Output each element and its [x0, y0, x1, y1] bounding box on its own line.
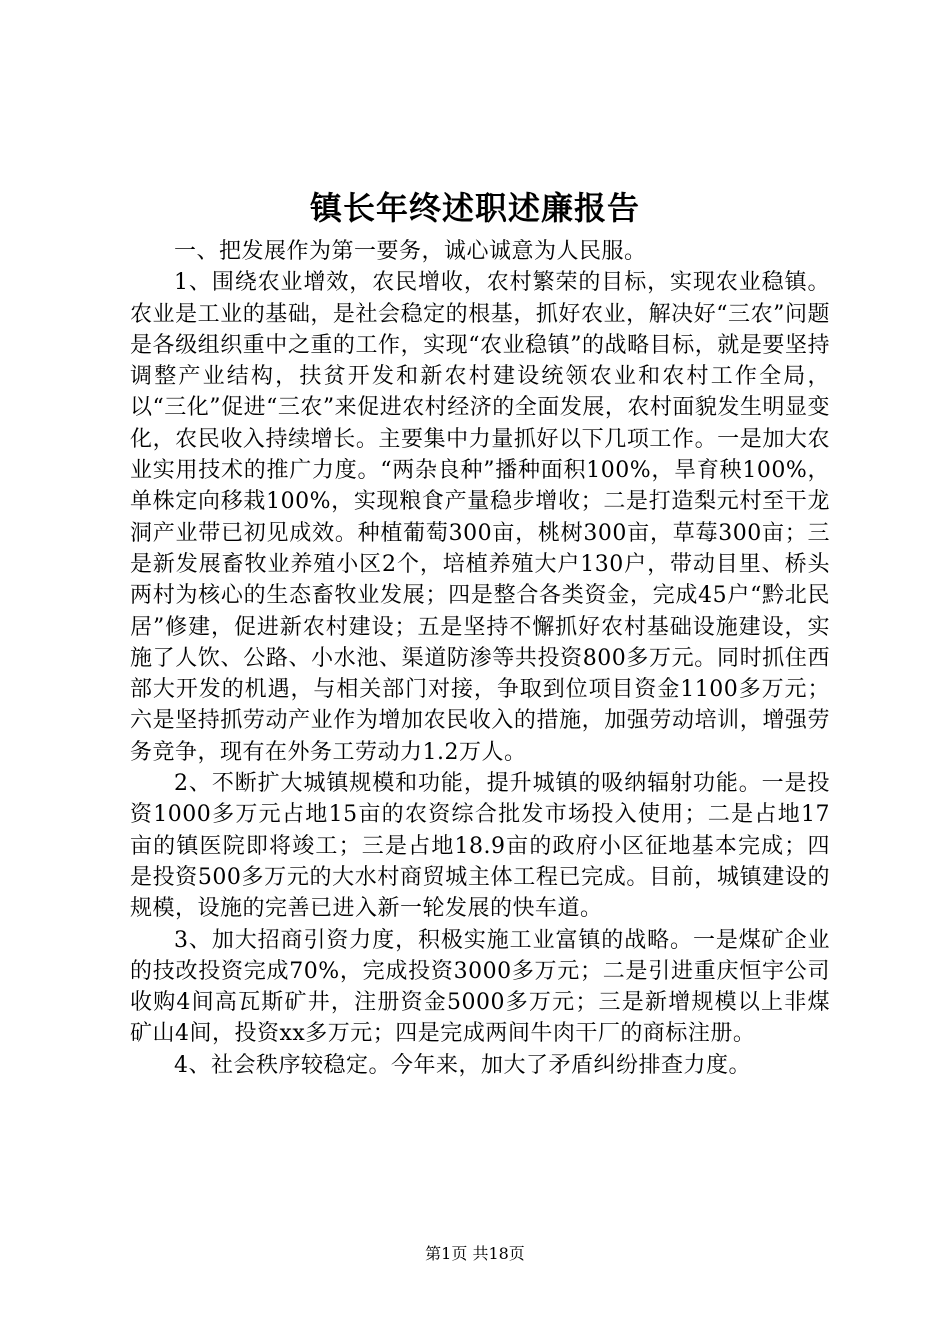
- paragraph-investment: 3、加大招商引资力度，积极实施工业富镇的战略。一是煤矿企业的技改投资完成70%，完成投资3000多万元；二是引进重庆恒宇公司收购4间高瓦斯矿井，注册资金5000多万元；三是新增规模以上非煤矿山4间，投资xx多万元；四是完成两间牛肉干厂的商标注册。: [130, 927, 830, 1047]
- paragraph-agriculture: 1、围绕农业增效，农民增收，农村繁荣的目标，实现农业稳镇。农业是工业的基础，是社会稳定的根基，抓好农业，解决好“三农”问题是各级组织重中之重的工作，实现“农业稳镇”的战略目标，就是要坚持调整产业结构，扶贫开发和新农村建设统领农业和农村工作全局，以“三化”促进“三农”来促进农村经济的全面发展，农村面貌发生明显变化，农民收入持续增长。主要集中力量抓好以下几项工作。一是加大农业实用技术的推广力度。“两杂良种”播种面积100%，旱育秧100%，单株定向移栽100%，实现粮食产量稳步增收；二是打造梨元村至干龙洞产业带已初见成效。种植葡萄300亩，桃树300亩，草莓300亩；三是新发展畜牧业养殖小区2个，培植养殖大户130户，带动目里、桥头两村为核心的生态畜牧业发展；四是整合各类资金，完成45户“黔北民居”修建，促进新农村建设；五是坚持不懈抓好农村基础设施建设，实施了人饮、公路、小水池、渠道防渗等共投资800多万元。同时抓住西部大开发的机遇，与相关部门对接，争取到位项目资金1100多万元；六是坚持抓劳动产业作为增加农民收入的措施，加强劳动培训，增强劳务竞争，现有在外务工劳动力1.2万人。: [130, 270, 830, 765]
- paragraph-section-heading: 一、把发展作为第一要务，诚心诚意为人民服。: [174, 239, 647, 264]
- paragraph-town-construction: 2、不断扩大城镇规模和功能，提升城镇的吸纳辐射功能。一是投资1000多万元占地15亩的农资综合批发市场投入使用；二是占地17亩的镇医院即将竣工；三是占地18.9亩的政府小区征地基本完成；四是投资500多万元的大水村商贸城主体工程已完成。目前，城镇建设的规模，设施的完善已进入新一轮发展的快车道。: [130, 771, 830, 922]
- page-footer: 第1页 共18页: [425, 1244, 525, 1263]
- document-title: 镇长年终述职述廉报告: [309, 189, 640, 227]
- paragraph-social-order: 4、社会秩序较稳定。今年来，加大了矛盾纠纷排查力度。: [174, 1052, 751, 1078]
- document-body: [130, 236, 830, 1081]
